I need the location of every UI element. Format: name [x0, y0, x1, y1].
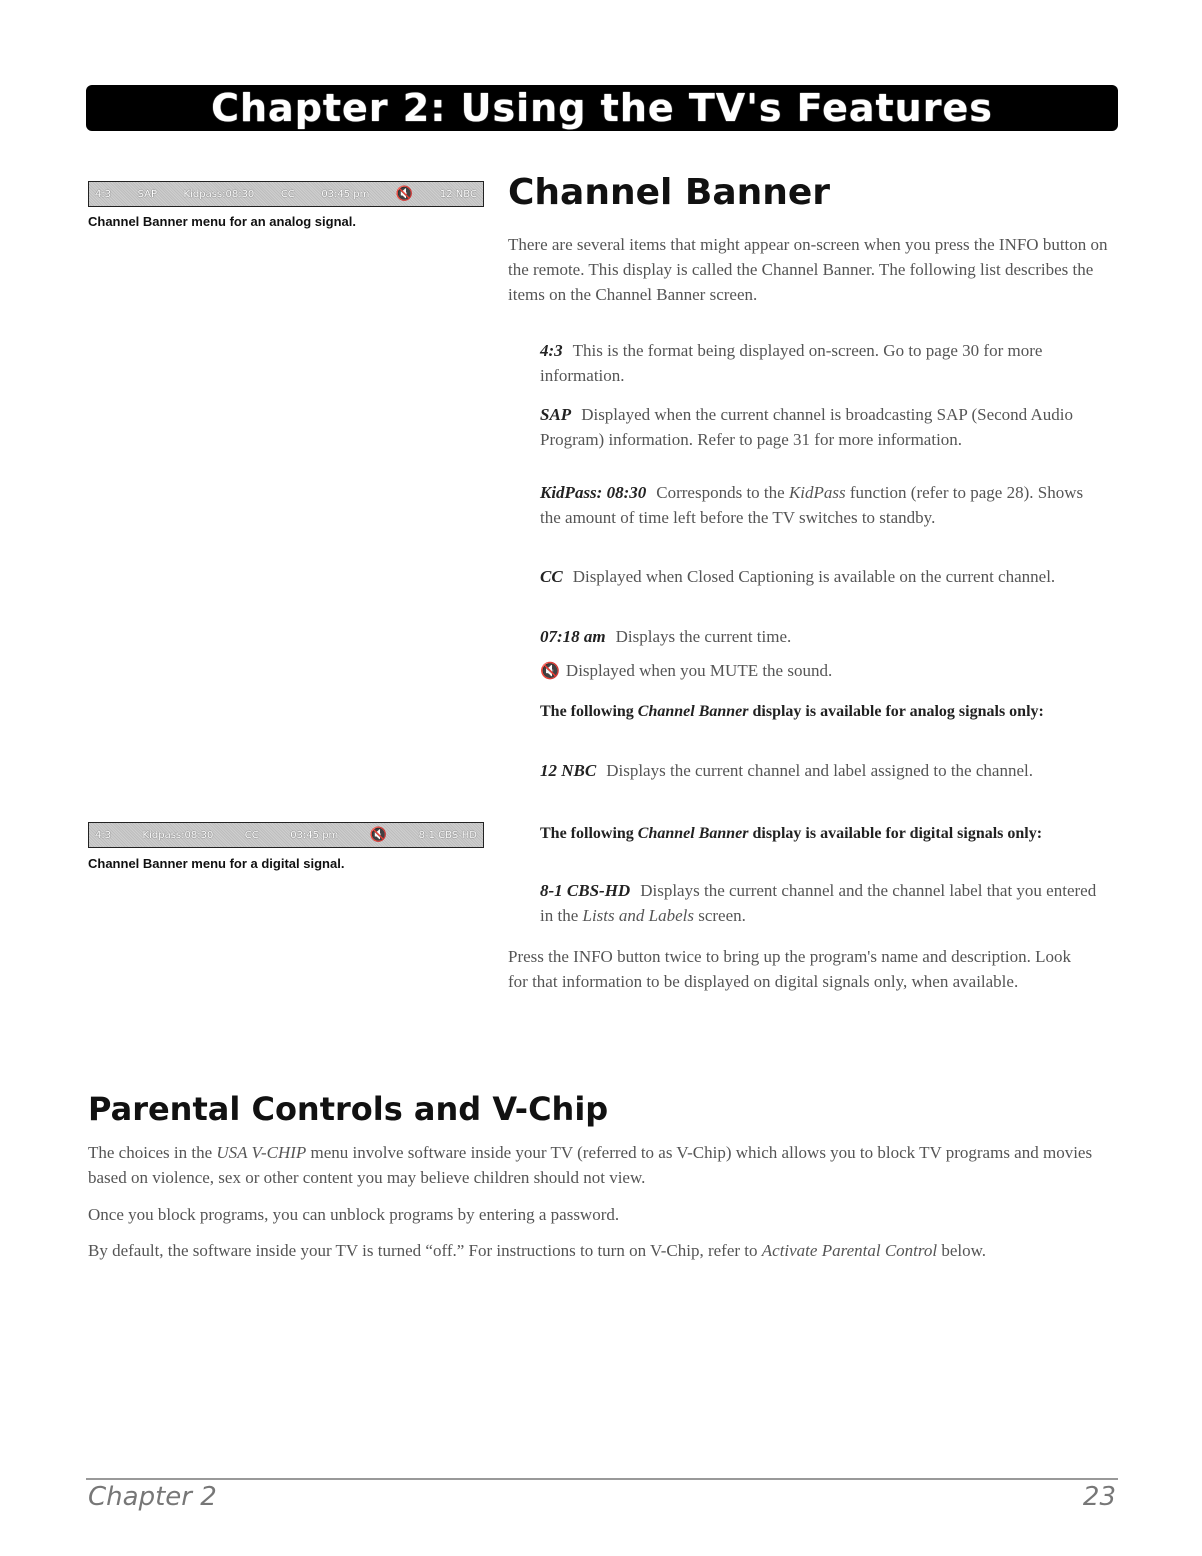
banner-item: 8-1 CBS-HD	[418, 829, 477, 841]
footer-rule	[86, 1478, 1118, 1480]
digital-banner-image	[88, 822, 484, 848]
banner-item: 03:45 pm	[321, 188, 370, 200]
analog-banner-image	[88, 181, 484, 207]
list-item: KidPass: 08:30 Corresponds to the KidPass function (refer to page 28). Shows the amount of time left before the TV switches to standby.	[540, 483, 1084, 527]
parental-paragraph-3: By default, the software inside your TV is turned “off.” For instructions to turn on V-Chip, refer to Activate Parental Control below.	[88, 1241, 987, 1260]
mute-icon: 🔇	[540, 663, 560, 680]
item-term: KidPass: 08:30	[540, 483, 647, 502]
banner-item: 4:3	[95, 188, 112, 200]
item-term: CC	[540, 567, 563, 586]
channel-banner-intro: There are several items that might appear on-screen when you press the INFO button on the remote. This display is called the Channel Banner. The following list describes the items on the Channel Banner screen.	[508, 235, 1108, 304]
item-term: SAP	[540, 405, 572, 424]
list-item: CC Displayed when Closed Captioning is available on the current channel.	[540, 567, 1056, 586]
parental-heading: Parental Controls and V-Chip	[88, 1090, 609, 1128]
list-item: 12 NBC Displays the current channel and label assigned to the channel.	[540, 761, 1033, 780]
channel-banner-closing: Press the INFO button twice to bring up the program's name and description. Look for that information to be displayed on digital signals only, when available.	[508, 947, 1072, 991]
page-number: 23	[1082, 1482, 1116, 1512]
banner-item: Kidpass:08:30	[142, 829, 214, 841]
list-item: 07:18 am Displays the current time.	[540, 627, 792, 646]
parental-paragraph-2: Once you block programs, you can unblock programs by entering a password.	[88, 1205, 620, 1224]
list-item: 🔇 Displayed when you MUTE the sound.	[540, 661, 833, 680]
item-term: 8-1 CBS-HD	[540, 881, 631, 900]
item-term: 4:3	[540, 341, 563, 360]
banner-item: CC	[280, 188, 295, 200]
banner-item: Kidpass:08:30	[183, 188, 255, 200]
chapter-title-bar	[86, 85, 1118, 131]
banner-item: CC	[244, 829, 259, 841]
digital-banner-caption: Channel Banner menu for a digital signal.	[88, 856, 345, 871]
banner-item: 4:3	[95, 829, 112, 841]
mute-icon: 🔇	[395, 186, 414, 202]
banner-item: SAP	[137, 188, 158, 200]
chapter-title: Chapter 2: Using the TV's Features	[211, 86, 993, 130]
digital-note: The following Channel Banner display is available for digital signals only:	[540, 825, 1043, 842]
item-term: 07:18 am	[540, 627, 606, 646]
banner-item: 12 NBC	[439, 188, 477, 200]
channel-banner-heading: Channel Banner	[508, 172, 831, 213]
list-item: SAP Displayed when the current channel is broadcasting SAP (Second Audio Program) information. Refer to page 31 for more information.	[540, 405, 1073, 449]
item-term: 12 NBC	[540, 761, 597, 780]
mute-icon: 🔇	[369, 827, 388, 843]
list-item: 8-1 CBS-HD Displays the current channel and the channel label that you entered in the Lists and Labels screen.	[540, 881, 1097, 925]
banner-item: 03:45 pm	[290, 829, 339, 841]
parental-paragraph-1: The choices in the USA V-CHIP menu involve software inside your TV (referred to as V-Chip) which allows you to block TV programs and movies based on violence, sex or other content you may believe children should not view.	[88, 1143, 1093, 1187]
footer-chapter: Chapter 2	[88, 1482, 217, 1512]
analog-note: The following Channel Banner display is available for analog signals only:	[540, 703, 1044, 720]
list-item: 4:3 This is the format being displayed on-screen. Go to page 30 for more information.	[540, 341, 1043, 385]
analog-banner-caption: Channel Banner menu for an analog signal.	[88, 214, 356, 229]
